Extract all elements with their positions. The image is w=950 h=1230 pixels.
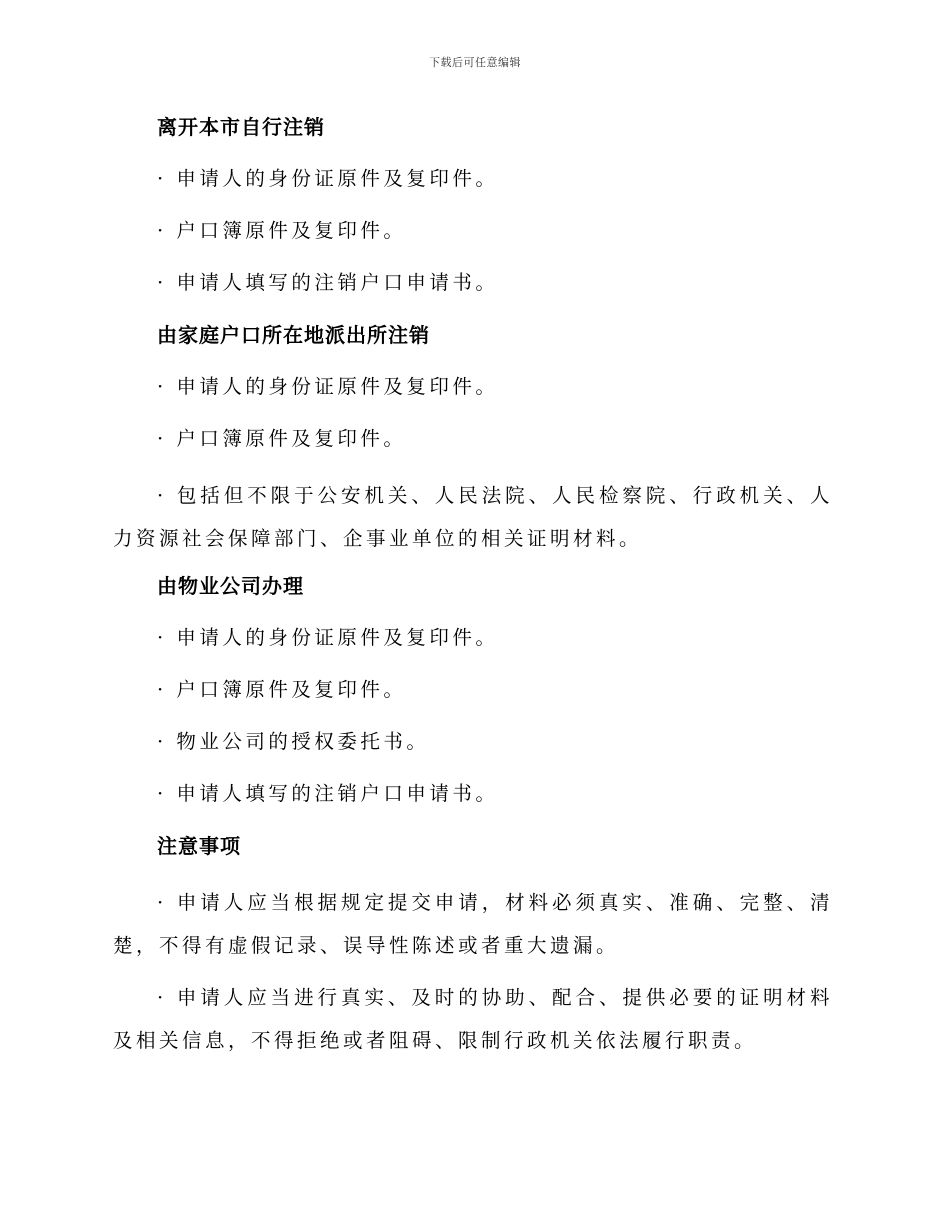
list-paragraph: · 申请人应当根据规定提交申请，材料必须真实、准确、完整、清楚，不得有虚假记录、误导性陈述或者重大遗漏。 [113,891,833,957]
section-heading: 由家庭户口所在地派出所注销 [157,323,430,347]
list-item: · 申请人填写的注销户口申请书。 [157,271,499,294]
list-paragraph: · 申请人应当进行真实、及时的协助、配合、提供必要的证明材料及相关信息，不得拒绝或者阻碍、限制行政机关依法履行职责。 [113,986,833,1052]
list-item: · 户口簿原件及复印件。 [157,219,407,242]
document-body [113,110,833,1071]
list-paragraph: · 包括但不限于公安机关、人民法院、人民检察院、行政机关、人力资源社会保障部门、企事业单位的相关证明材料。 [113,484,833,550]
list-item: · 户口簿原件及复印件。 [157,678,407,701]
list-item: · 申请人的身份证原件及复印件。 [157,626,499,649]
list-item: · 申请人的身份证原件及复印件。 [157,375,499,398]
section-heading: 离开本市自行注销 [157,115,325,139]
list-item: · 申请人填写的注销户口申请书。 [157,782,499,805]
page-header: 下载后可任意编辑 [429,56,521,69]
section-heading: 注意事项 [157,834,241,858]
list-item: · 户口簿原件及复印件。 [157,427,407,450]
list-item: · 物业公司的授权委托书。 [157,730,430,753]
section-heading: 由物业公司办理 [157,574,304,598]
list-item: · 申请人的身份证原件及复印件。 [157,167,499,190]
